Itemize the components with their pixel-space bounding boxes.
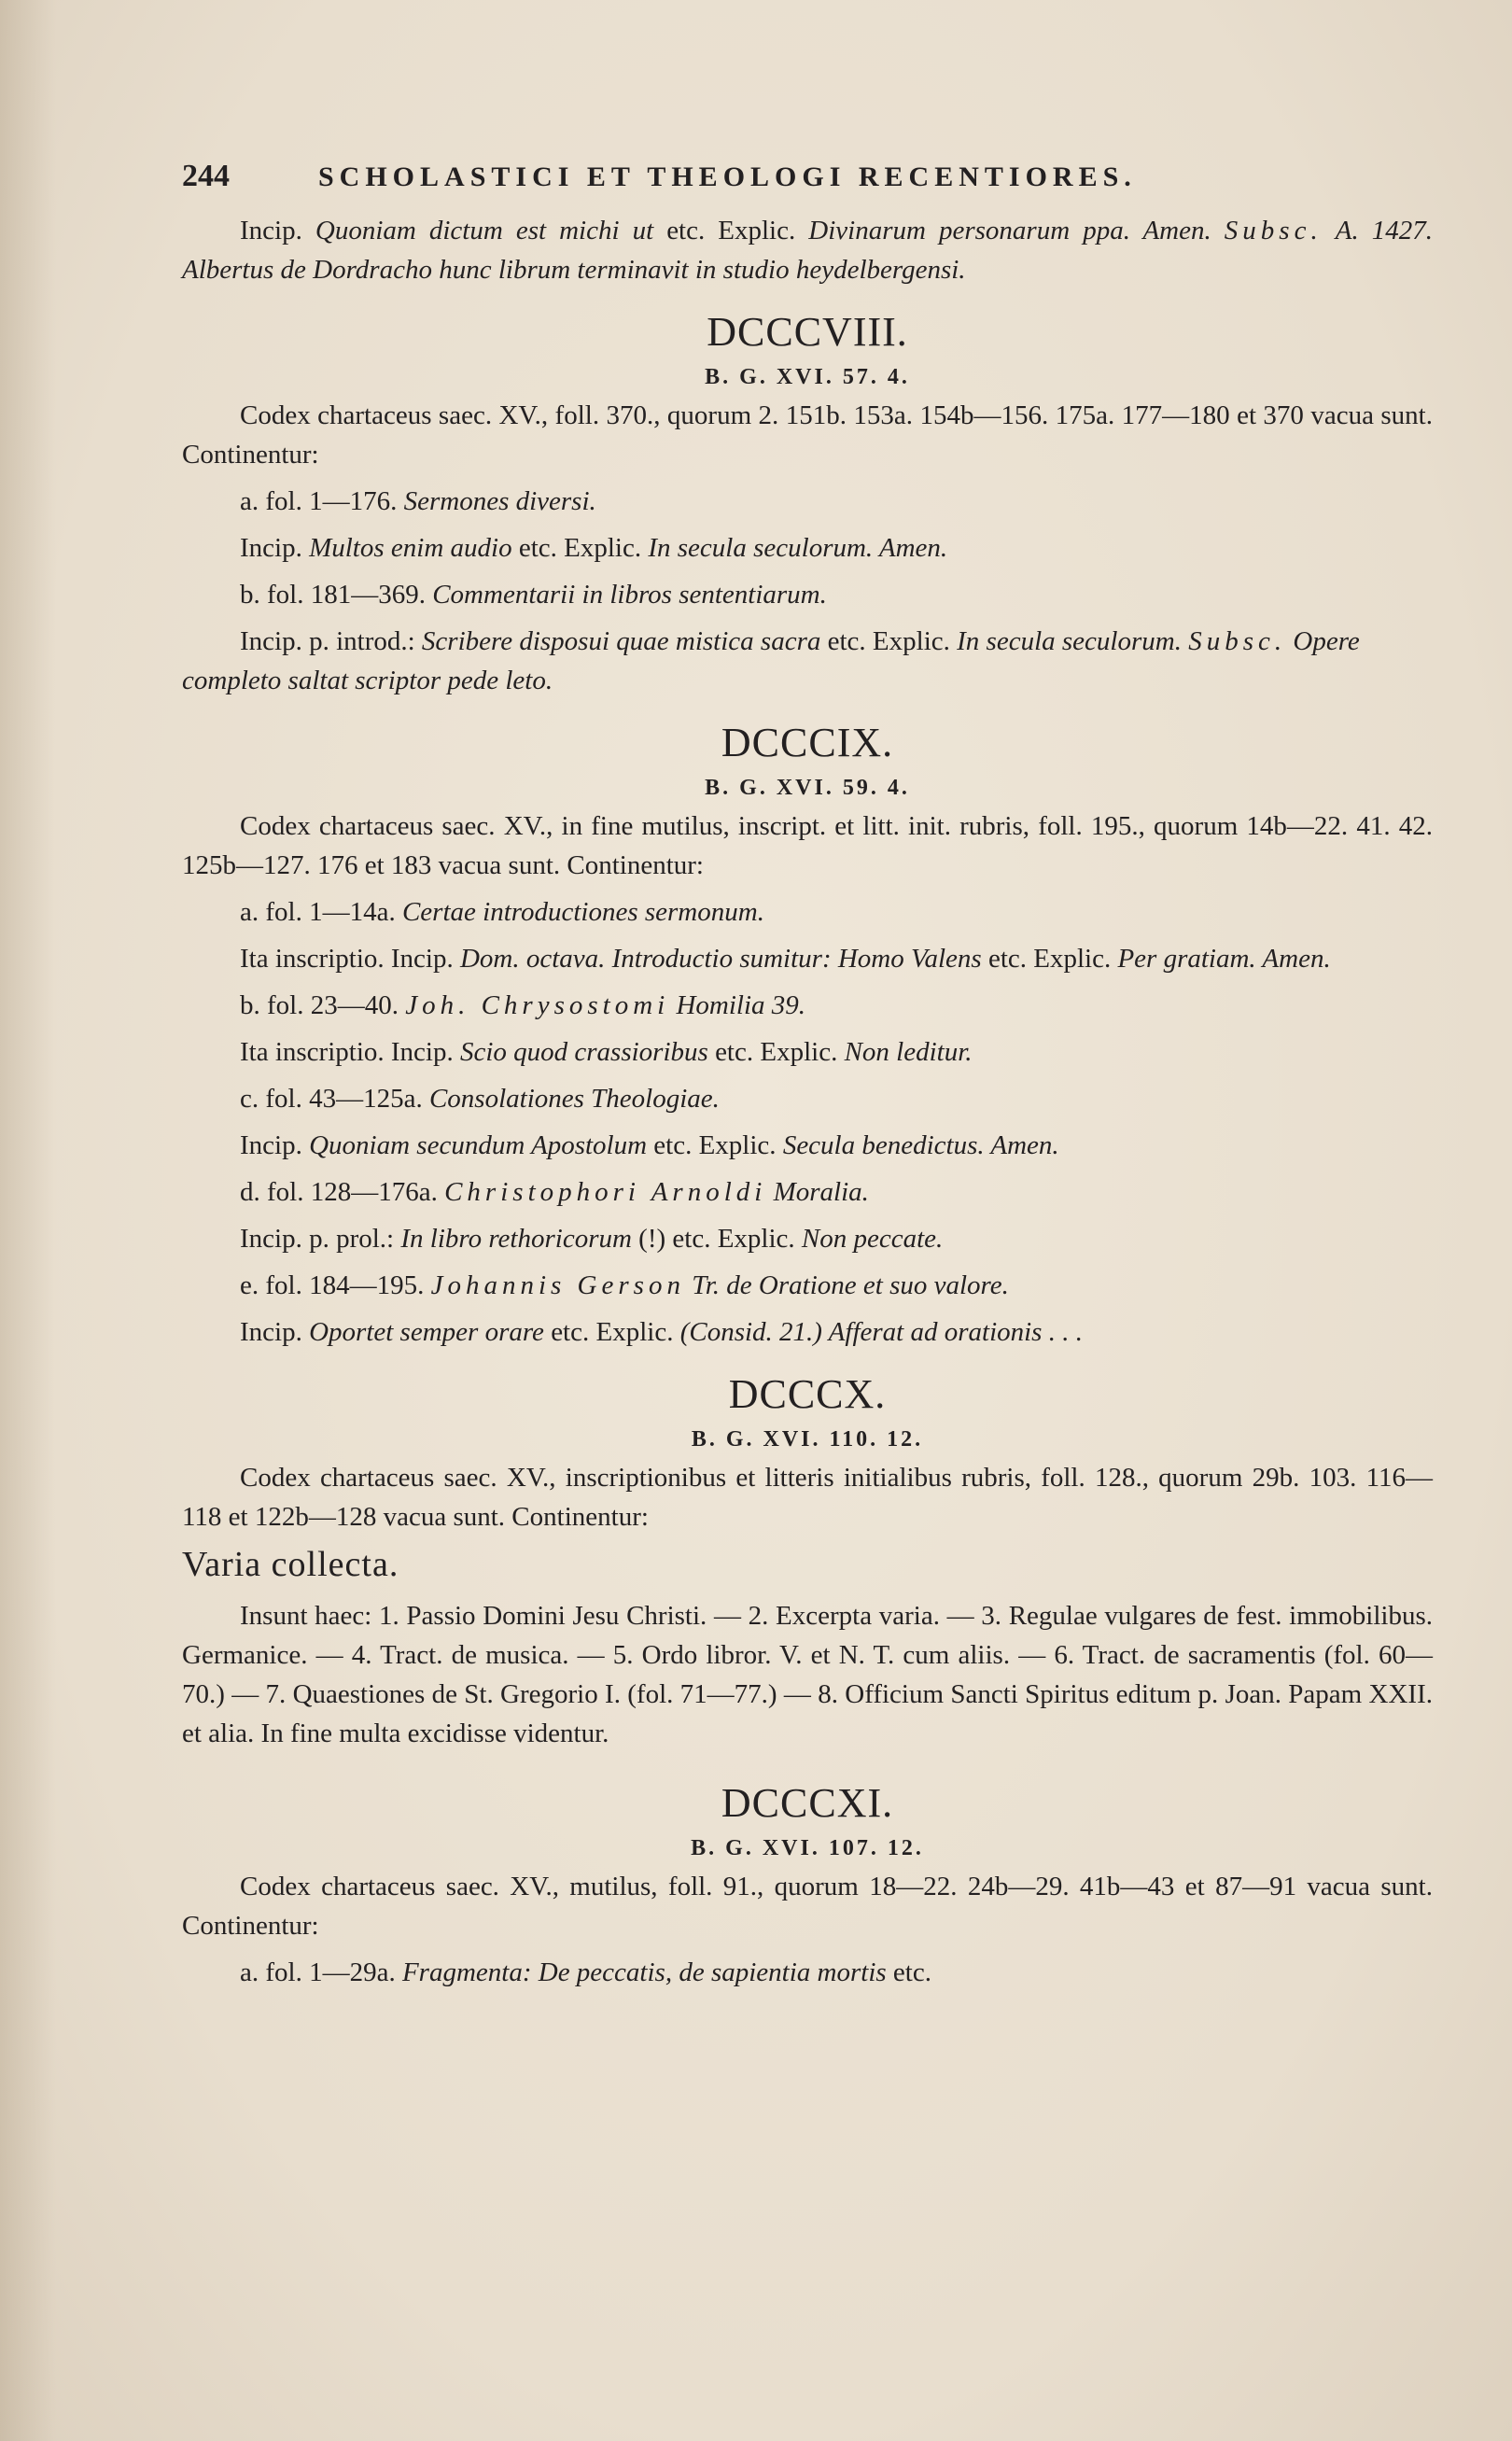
running-head bbox=[182, 159, 1433, 194]
contents-paragraph: Insunt haec: 1. Passio Domini Jesu Christi. — 2. Excerpta varia. — 3. Regulae vulgares de fest. immobilibus. Germanice. — 4. Tract. de musica. — 5. Ordo libror. V. et N. T. cum aliis. — 6. Tract. de sacramentis (fol. 60—70.) — 7. Quaestiones de St. Gregorio I. (fol. 71—77.) — 8. Officium Sancti Spiritus editum p. Joan. Papam XXII. et alia. In fine multa excidisse videntur. bbox=[182, 1601, 1433, 1748]
subsc-text: A. 1427. Albertus de Dordracho hunc librum terminavit in studio heydelbergensi. bbox=[182, 216, 1434, 285]
section-numeral: DCCCIX. bbox=[721, 720, 894, 765]
explic-text: Divinarum personarum ppa. Amen. bbox=[808, 216, 1211, 246]
incipit-line: Ita inscriptio. Incip. Scio quod crassioribus etc. Explic. Non leditur. bbox=[240, 1037, 973, 1067]
subheading: Varia collecta. bbox=[182, 1545, 399, 1584]
page-number: 244 bbox=[182, 159, 230, 193]
shelf-signature: B. G. XVI. 57. 4. bbox=[705, 365, 910, 389]
section-numeral: DCCCXI. bbox=[721, 1780, 894, 1826]
incip-text: Quoniam dictum est michi ut bbox=[315, 216, 654, 246]
codex-description: Codex chartaceus saec. XV., mutilus, foll. 91., quorum 18—22. 24b—29. 41b—43 et 87—91 vacua sunt. Continentur: bbox=[182, 1872, 1433, 1941]
incipit-line: Ita inscriptio. Incip. Dom. octava. Introductio sumitur: Homo Valens etc. Explic. Per gratiam. Amen. bbox=[240, 944, 1331, 974]
item-entry: a. fol. 1—29a. Fragmenta: De peccatis, de sapientia mortis etc. bbox=[240, 1957, 931, 1987]
shelf-signature: B. G. XVI. 107. 12. bbox=[691, 1836, 924, 1860]
item-entry: a. fol. 1—176. Sermones diversi. bbox=[240, 486, 596, 516]
item-entry: b. fol. 181—369. Commentarii in libros sententiarum. bbox=[240, 580, 827, 610]
binding-shadow bbox=[0, 0, 56, 2441]
incipit-line: Incip. Oportet semper orare etc. Explic. (Consid. 21.) Afferat ad orationis . . . bbox=[240, 1317, 1083, 1347]
incip-label: Incip. bbox=[240, 216, 302, 246]
etc-explic: etc. Explic. bbox=[666, 216, 796, 246]
incipit-line: Incip. Quoniam secundum Apostolum etc. Explic. Secula benedictus. Amen. bbox=[240, 1130, 1059, 1160]
item-entry: e. fol. 184—195. Johannis Gerson Tr. de Oratione et suo valore. bbox=[240, 1270, 1009, 1300]
shelf-signature: B. G. XVI. 59. 4. bbox=[705, 776, 910, 800]
section-heading bbox=[182, 717, 1433, 807]
item-entry: a. fol. 1—14a. Certae introductiones sermonum. bbox=[240, 897, 764, 927]
subsc-label: Subsc. bbox=[1224, 216, 1323, 246]
text-block bbox=[182, 159, 1433, 1992]
codex-description: Codex chartaceus saec. XV., in fine mutilus, inscript. et litt. init. rubris, foll. 195., quorum 14b—22. 41. 42. 125b—127. 176 et 183 vacua sunt. Continentur: bbox=[182, 811, 1433, 880]
item-entry: b. fol. 23—40. Joh. Chrysostomi Homilia 39. bbox=[240, 990, 806, 1020]
incipit-line: Incip. Multos enim audio etc. Explic. In secula seculorum. Amen. bbox=[240, 533, 948, 563]
section-heading bbox=[182, 306, 1433, 396]
intro-paragraph bbox=[182, 211, 1433, 289]
codex-description: Codex chartaceus saec. XV., foll. 370., quorum 2. 151b. 153a. 154b—156. 175a. 177—180 et 370 vacua sunt. Continentur: bbox=[182, 400, 1433, 470]
running-title: SCHOLASTICI ET THEOLOGI RECENTIORES. bbox=[318, 161, 1137, 192]
section-heading bbox=[182, 1368, 1433, 1458]
item-entry: d. fol. 128—176a. Christophori Arnoldi Moralia. bbox=[240, 1177, 869, 1207]
incipit-line: Incip. p. introd.: Scribere disposui quae mistica sacra etc. Explic. In secula seculorum. Subsc. Opere completo saltat scriptor pede leto. bbox=[182, 626, 1360, 695]
item-entry: c. fol. 43—125a. Consolationes Theologiae. bbox=[240, 1084, 720, 1114]
section-numeral: DCCCVIII. bbox=[707, 309, 908, 355]
codex-description: Codex chartaceus saec. XV., inscriptionibus et litteris initialibus rubris, foll. 128., quorum 29b. 103. 116—118 et 122b—128 vacua sunt. Continentur: bbox=[182, 1463, 1433, 1532]
shelf-signature: B. G. XVI. 110. 12. bbox=[691, 1427, 924, 1452]
section-numeral: DCCCX. bbox=[728, 1371, 887, 1417]
section-heading bbox=[182, 1777, 1433, 1867]
incipit-line: Incip. p. prol.: In libro rethoricorum (!) etc. Explic. Non peccate. bbox=[240, 1224, 944, 1254]
